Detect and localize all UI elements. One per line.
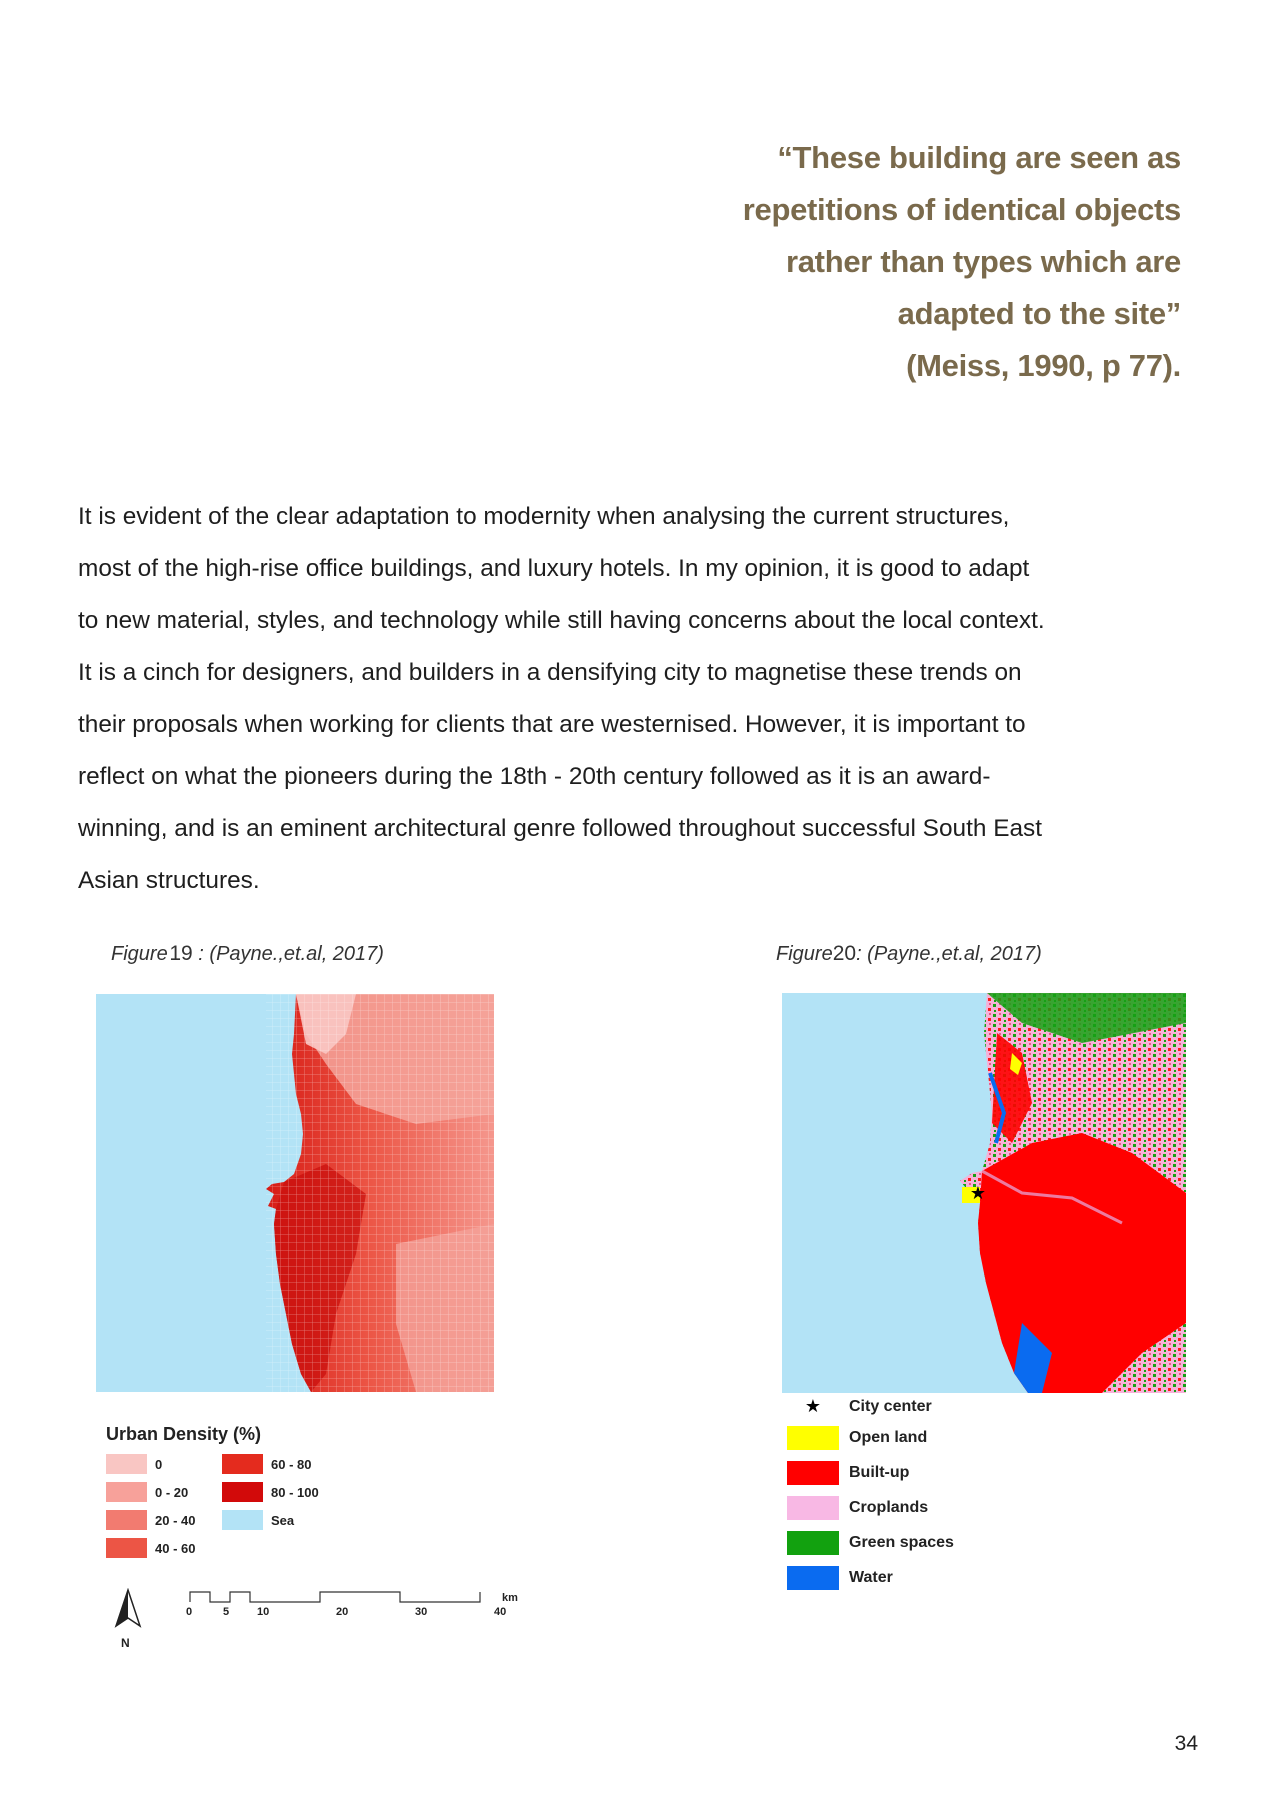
scale-label: 5 xyxy=(223,1606,230,1618)
legend-item xyxy=(106,1510,195,1530)
quote-line: repetitions of identical objects xyxy=(742,192,1181,227)
legend-swatch xyxy=(787,1531,839,1555)
quote-line: adapted to the site” xyxy=(897,296,1181,331)
legend-label: 80 - 100 xyxy=(271,1484,319,1500)
legend-label: 0 xyxy=(155,1456,163,1472)
legend-swatch xyxy=(106,1538,147,1558)
body-line: winning, and is an eminent architectural genre followed throughout successful South East xyxy=(78,815,1043,842)
legend-swatch xyxy=(106,1454,147,1474)
legend-title: Urban Density (%) xyxy=(106,1424,262,1444)
legend-swatch xyxy=(787,1426,839,1450)
urban-density-map xyxy=(96,994,494,1392)
legend-label: Croplands xyxy=(849,1499,929,1516)
legend-label: Built-up xyxy=(849,1464,910,1481)
legend-swatch xyxy=(222,1454,263,1474)
figure19-caption-prefix: Figure xyxy=(111,943,168,965)
scale-label: 20 xyxy=(336,1606,349,1618)
legend-label: Sea xyxy=(271,1512,295,1528)
scale-label: 10 xyxy=(257,1606,270,1618)
figure19-caption xyxy=(111,942,384,966)
scale-label: 0 xyxy=(186,1606,193,1618)
legend-swatch xyxy=(787,1566,839,1590)
legend-item xyxy=(787,1566,893,1590)
body-line: Asian structures. xyxy=(78,867,260,894)
legend-label: 20 - 40 xyxy=(155,1512,196,1528)
legend-label: City center xyxy=(849,1397,932,1415)
legend-item xyxy=(222,1454,311,1474)
legend-label: 60 - 80 xyxy=(271,1456,312,1472)
quote-line: “These building are seen as xyxy=(777,140,1181,175)
star-icon: ★ xyxy=(804,1396,822,1416)
quote-line: rather than types which are xyxy=(785,244,1181,279)
scale-label: 40 xyxy=(494,1606,507,1618)
urban-density-legend xyxy=(106,1424,526,1654)
legend-label: 0 - 20 xyxy=(155,1484,189,1500)
legend-item xyxy=(787,1396,932,1417)
legend-swatch xyxy=(787,1461,839,1485)
city-center-star-icon: ★ xyxy=(969,1183,987,1203)
quote-citation: (Meiss, 1990, p 77). xyxy=(906,348,1181,383)
legend-swatch xyxy=(222,1482,263,1502)
legend-swatch xyxy=(106,1510,147,1530)
legend-item xyxy=(787,1531,954,1555)
north-label: N xyxy=(121,1636,130,1650)
legend-item xyxy=(787,1461,909,1485)
figure19-caption-suffix: : (Payne.,et.al, 2017) xyxy=(192,943,384,965)
legend-item xyxy=(222,1510,294,1530)
body-line: It is evident of the clear adaptation to modernity when analysing the current structures, xyxy=(78,503,1010,530)
body-line: their proposals when working for clients that are westernised. However, it is important to xyxy=(78,711,1026,738)
legend-item xyxy=(222,1482,319,1502)
legend-item xyxy=(787,1496,928,1520)
figure20-caption-prefix: Figure xyxy=(776,943,833,965)
legend-label: Water xyxy=(849,1569,893,1586)
scale-unit: km xyxy=(502,1592,518,1604)
legend-item xyxy=(106,1454,162,1474)
body-line: to new material, styles, and technology while still having concerns about the local context. xyxy=(78,607,1045,634)
body-line: It is a cinch for designers, and builders in a densifying city to magnetise these trends on xyxy=(78,659,1022,686)
figure20-caption-number: 20 xyxy=(832,942,857,965)
page-number: 34 xyxy=(1174,1732,1198,1755)
grid-overlay xyxy=(266,994,494,1392)
figure19-caption-number: 19 xyxy=(169,942,193,965)
figure20-caption xyxy=(776,942,1042,966)
legend-swatch xyxy=(787,1496,839,1520)
figure20-caption-suffix: : (Payne.,et.al, 2017) xyxy=(856,943,1042,965)
legend-item xyxy=(106,1482,188,1502)
land-use-legend xyxy=(787,1396,1087,1606)
scale-bar xyxy=(182,1584,522,1606)
body-paragraph xyxy=(78,491,1208,907)
body-line: most of the high-rise office buildings, and luxury hotels. In my opinion, it is good to adapt xyxy=(78,555,1030,582)
legend-label: Green spaces xyxy=(849,1534,954,1551)
land-use-map xyxy=(782,993,1186,1393)
body-line: reflect on what the pioneers during the 18th - 20th century followed as it is an award- xyxy=(78,763,991,790)
legend-item xyxy=(787,1426,927,1450)
legend-label: 40 - 60 xyxy=(155,1540,196,1556)
legend-swatch xyxy=(222,1510,263,1530)
pull-quote xyxy=(621,132,1181,392)
legend-item xyxy=(106,1538,195,1558)
legend-label: Open land xyxy=(849,1429,928,1446)
scale-label: 30 xyxy=(415,1606,428,1618)
legend-swatch xyxy=(106,1482,147,1502)
